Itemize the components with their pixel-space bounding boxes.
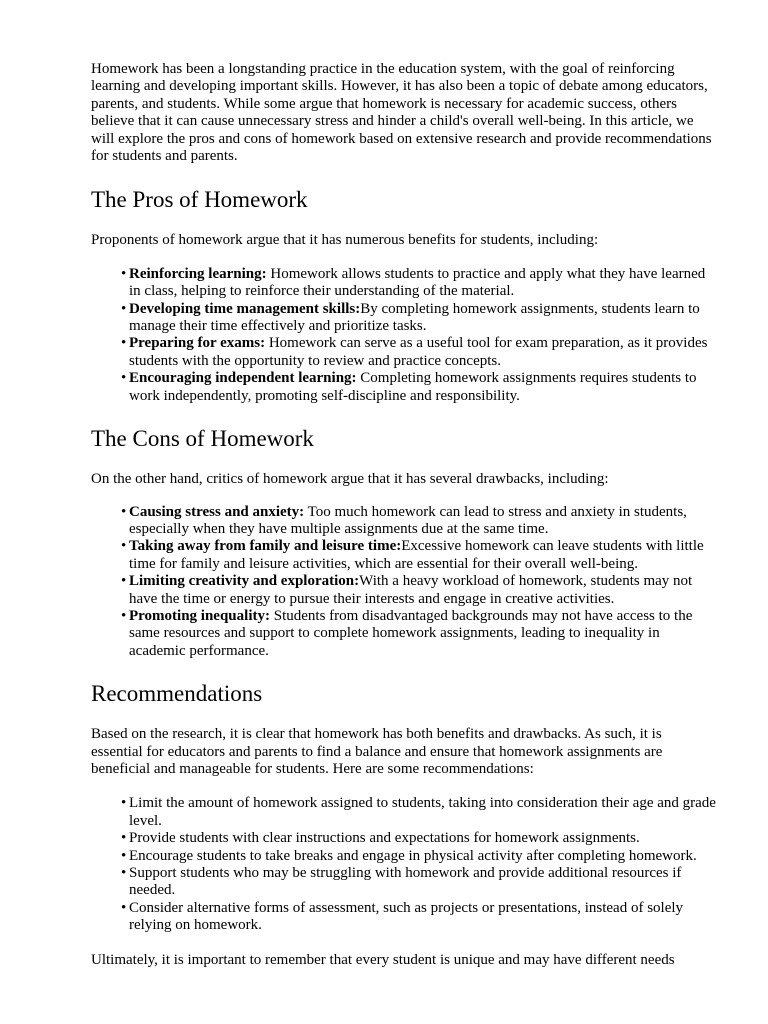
bullet-icon: • bbox=[121, 335, 127, 352]
cons-list-item bbox=[91, 573, 717, 608]
bullet-icon: • bbox=[121, 573, 127, 590]
cons-intro-paragraph: On the other hand, critics of homework argue that it has several drawbacks, including: bbox=[91, 471, 609, 488]
bullet-icon: • bbox=[121, 265, 127, 282]
cons-item-text: Students from disadvantaged backgrounds may not have access to the same resources and support to complete homework assignments, leading to inequality in academic performance. bbox=[129, 607, 693, 659]
pros-item-term: Developing time management skills: bbox=[129, 300, 361, 317]
cons-list bbox=[91, 504, 717, 661]
pros-heading: The Pros of Homework bbox=[91, 187, 308, 213]
cons-item-term: Limiting creativity and exploration: bbox=[129, 573, 360, 590]
recommendation-text: Encourage students to take breaks and engage in physical activity after completing homework. bbox=[129, 847, 697, 864]
recommendation-item bbox=[91, 900, 717, 935]
cons-item-text: With a heavy workload of homework, students may not have the time or energy to pursue their interests and engage in creative activities. bbox=[129, 573, 693, 607]
pros-list-item bbox=[91, 335, 717, 370]
recommendation-text: Provide students with clear instructions and expectations for homework assignments. bbox=[129, 830, 640, 847]
recommendation-item bbox=[91, 865, 717, 900]
bullet-icon: • bbox=[121, 370, 127, 387]
recommendations-list bbox=[91, 795, 717, 934]
pros-list-item bbox=[91, 301, 717, 336]
pros-item-term: Preparing for exams: bbox=[129, 335, 266, 352]
pros-list-item bbox=[91, 370, 717, 405]
recommendation-text: Limit the amount of homework assigned to students, taking into consideration their age and grade level. bbox=[129, 795, 716, 829]
pros-item-text: By completing homework assignments, students learn to manage their time effectively and prioritize tasks. bbox=[129, 300, 700, 335]
document-page bbox=[91, 61, 717, 969]
pros-list bbox=[91, 266, 717, 405]
cons-heading: The Cons of Homework bbox=[91, 426, 314, 452]
pros-item-text: Homework allows students to practice and apply what they have learned in class, helping to reinforce their understanding of the material. bbox=[129, 265, 706, 300]
pros-item-text: Completing homework assignments requires students to work independently, promoting self-discipline and responsibility. bbox=[129, 370, 697, 404]
cons-item-term: Taking away from family and leisure time: bbox=[129, 538, 402, 555]
cons-item-text: Too much homework can lead to stress and anxiety in students, especially when they have multiple assignments due at the same time. bbox=[129, 503, 687, 537]
recommendation-item bbox=[91, 848, 717, 865]
cons-list-item bbox=[91, 538, 717, 573]
recommendations-intro-paragraph: Based on the research, it is clear that homework has both benefits and drawbacks. As such, it is essential for educators and parents to find a balance and ensure that homework assignments are beneficial and manageable for students. Here are some recommendations: bbox=[91, 726, 663, 777]
bullet-icon: • bbox=[121, 830, 127, 847]
cons-list-item bbox=[91, 504, 717, 539]
bullet-icon: • bbox=[121, 865, 127, 881]
pros-intro-paragraph: Proponents of homework argue that it has numerous benefits for students, including: bbox=[91, 232, 599, 249]
bullet-icon: • bbox=[121, 503, 127, 520]
pros-item-text: Homework can serve as a useful tool for exam preparation, as it provides students with the opportunity to review and practice concepts. bbox=[129, 335, 708, 369]
recommendations-heading: Recommendations bbox=[91, 681, 263, 707]
cons-item-term: Causing stress and anxiety: bbox=[129, 503, 305, 520]
bullet-icon: • bbox=[121, 300, 127, 317]
recommendation-item bbox=[91, 795, 717, 830]
cons-list-item bbox=[91, 608, 717, 660]
intro-paragraph: Homework has been a longstanding practice in the education system, with the goal of reinforcing learning and developing important skills. However, it has also been a topic of debate among educators, parents, and students. While some argue that homework is necessary for academic success, others believe that it can cause unnecessary stress and hinder a child's overall well-being. In this article, we will explore the pros and cons of homework based on extensive research and provide recommendations for students and parents. bbox=[91, 61, 712, 165]
bullet-icon: • bbox=[121, 607, 127, 624]
recommendation-item bbox=[91, 830, 717, 847]
bullet-icon: • bbox=[121, 847, 127, 864]
bullet-icon: • bbox=[121, 538, 127, 555]
pros-item-term: Reinforcing learning: bbox=[129, 265, 267, 282]
bullet-icon: • bbox=[121, 899, 127, 916]
bullet-icon: • bbox=[121, 795, 127, 812]
pros-list-item bbox=[91, 266, 717, 301]
recommendation-text: Consider alternative forms of assessment, such as projects or presentations, instead of solely relying on homework. bbox=[129, 899, 684, 934]
cons-item-term: Promoting inequality: bbox=[129, 607, 270, 624]
cons-item-text: Excessive homework can leave students with little time for family and leisure activities, which are essential for their overall well-being. bbox=[129, 538, 704, 572]
closing-paragraph: Ultimately, it is important to remember that every student is unique and may have different needs bbox=[91, 951, 675, 968]
recommendation-text: Support students who may be struggling with homework and provide additional resources if needed. bbox=[129, 865, 682, 899]
pros-item-term: Encouraging independent learning: bbox=[129, 370, 357, 387]
